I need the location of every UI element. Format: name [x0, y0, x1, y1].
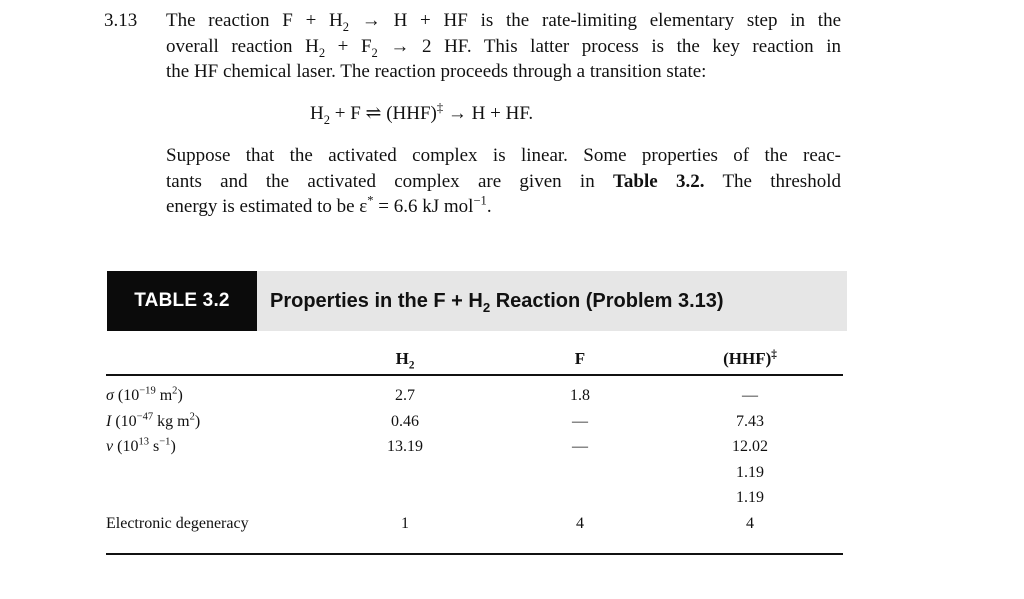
table-number-label: TABLE 3.2	[107, 271, 257, 331]
column-header-f: F	[574, 349, 586, 368]
table-cell: 2.7	[395, 387, 415, 404]
table-cell: —	[742, 387, 758, 404]
activated-complex-paragraph	[166, 143, 841, 220]
table-cell: —	[572, 413, 588, 430]
table-cell: 1	[401, 515, 409, 532]
reaction-equation: $H_2 + F$ ⇌ (HHF)‡ → H + HF.	[310, 100, 534, 127]
statement-line-3: the HF chemical laser. The reaction proceeds through a transition state:	[166, 61, 707, 82]
column-header-h2: $H_2$	[395, 349, 415, 372]
column-header-hhf: (HHF)‡	[723, 348, 777, 368]
equilibrium-arrow-icon: ⇌	[365, 103, 382, 124]
table-title-bar	[107, 271, 847, 331]
table-bottom-rule	[106, 553, 843, 555]
statement-line-1: The reaction $F + H_2 \to H$ + HF is the rate-limiting elementary step in the	[166, 10, 841, 34]
table-cell: 1.19	[736, 464, 764, 481]
row-label-degeneracy: Electronic degeneracy	[106, 515, 249, 532]
table-cell: 7.43	[736, 413, 764, 430]
table-top-rule	[106, 374, 843, 376]
table-cell: 13.19	[387, 438, 423, 455]
statement-line-2: overall reaction $H_2 + F_2 \to 2$ HF. This latter process is the key reaction in	[166, 35, 841, 60]
problem-number: 3.13	[104, 10, 138, 31]
table-cell: —	[572, 438, 588, 455]
row-label-frequency: ν ($10^{13}$ $s^{-1}$)	[106, 436, 176, 455]
table-reference: Table 3.2.	[613, 170, 705, 192]
table-cell: 1.19	[736, 489, 764, 506]
row-label-inertia: I ($10^{-47}$ kg $m^2$)	[106, 411, 201, 430]
row-label-sigma: σ ($10^{-19}$ $m^2$)	[106, 385, 183, 404]
table-caption: Properties in the $F + H_2$ Reaction (Problem 3.13)	[270, 290, 724, 315]
paragraph-line-3: energy is estimated to be ε* = 6.6 kJ mol$^{-1}$.	[166, 193, 492, 217]
problem-statement	[166, 8, 841, 85]
table-cell: 4	[746, 515, 754, 532]
paragraph-line-1: Suppose that the activated complex is linear. Some properties of the reac-	[166, 145, 841, 166]
table-cell: 4	[576, 515, 584, 532]
table-cell: 0.46	[391, 413, 419, 430]
paragraph-line-2: tants and the activated complex are given in Table 3.2. The threshold	[166, 170, 841, 192]
table-cell: 12.02	[732, 438, 768, 455]
table-cell: 1.8	[570, 387, 590, 404]
